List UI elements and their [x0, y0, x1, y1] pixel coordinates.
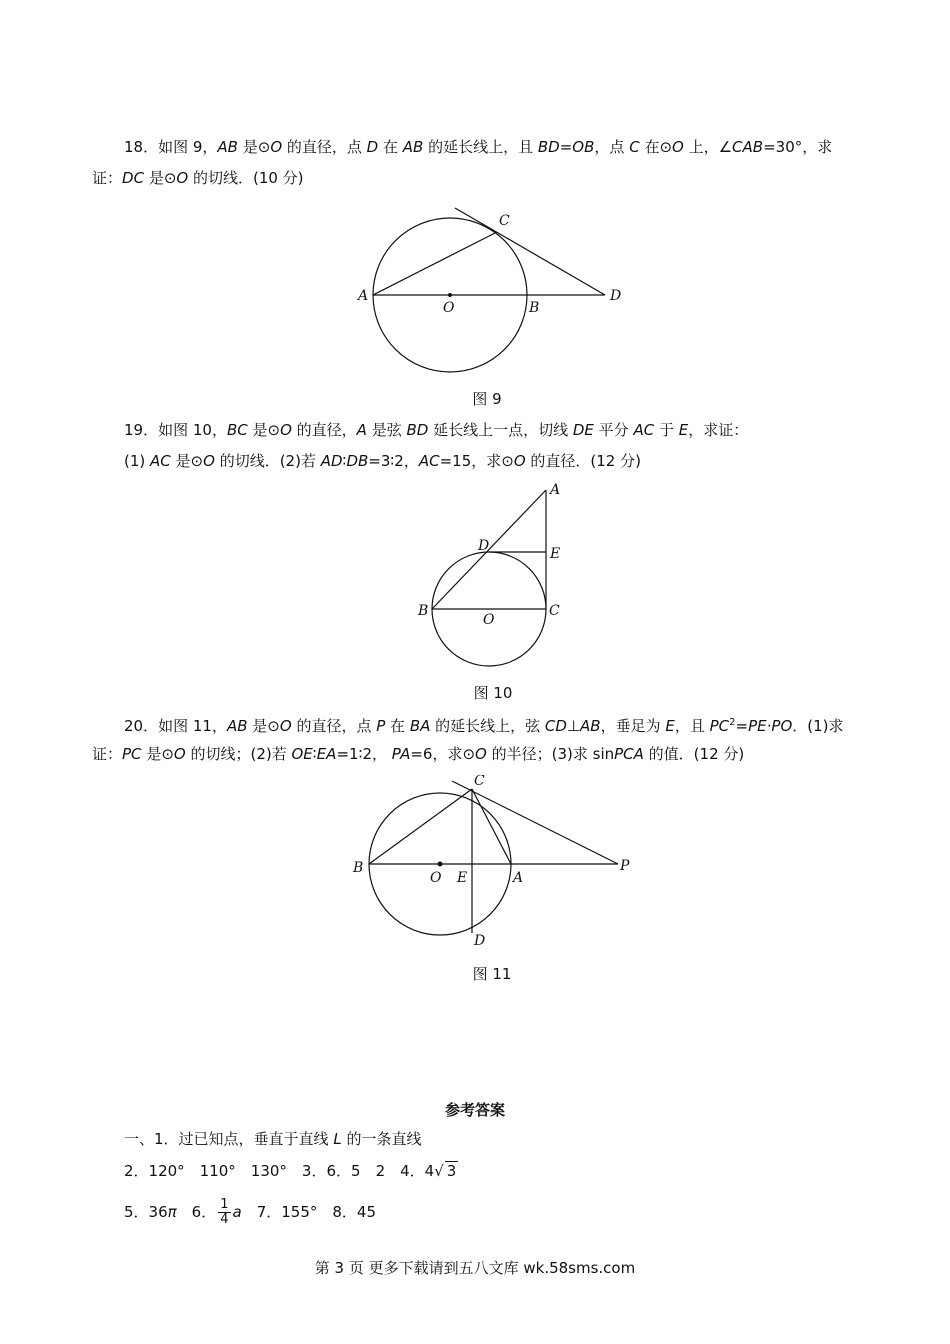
figure-10	[410, 478, 570, 673]
figure-9-caption: 图 9	[472, 390, 502, 408]
fig10-label-c: C	[549, 603, 560, 619]
q20-line1: 20．如图 11，AB 是⊙O 的直径，点 P 在 BA 的延长线上，弦 CD⊥AB，垂足为 E，且 $PC^2=PE\cdot PO$．(1)求	[124, 717, 844, 735]
fig10-label-a: A	[550, 482, 561, 498]
fig9-center-dot	[448, 293, 452, 297]
fig11-label-a: A	[513, 870, 524, 886]
q19-line2: (1) AC 是⊙O 的切线．(2)若 AD∶DB=3∶2，AC=15，求⊙O 的直径．(12 分)	[124, 452, 641, 470]
fig9-tangent-dc	[455, 208, 605, 295]
fig9-label-o: O	[443, 300, 455, 316]
answer-line-2: 2．120° 110° 130° 3．6．5 2 4．4√ 3	[124, 1162, 457, 1180]
fig9-label-a: A	[358, 288, 369, 304]
fig9-label-b: B	[529, 300, 540, 316]
sqrt-radicand: 3	[446, 1162, 457, 1180]
fig11-tangent-pc	[452, 781, 618, 864]
answer-line-3: 5．36π 6． $\frac{1}{4}$ a 7．155° 8．45	[124, 1197, 377, 1227]
fig9-label-c: C	[499, 213, 510, 229]
fig9-line-ac	[373, 232, 497, 295]
fig11-label-o: O	[430, 870, 442, 886]
fig11-label-b: B	[353, 860, 364, 876]
figure-11-caption: 图 11	[472, 965, 512, 983]
fig11-center-dot	[438, 862, 443, 867]
figure-11	[340, 775, 640, 950]
fig11-label-e: E	[457, 870, 468, 886]
fig11-label-p: P	[620, 858, 630, 874]
fig10-label-o: O	[483, 612, 495, 628]
answer-line-1: 一、1．过已知点，垂直于直线 L 的一条直线	[124, 1130, 422, 1148]
q20-line2: 证：PC 是⊙O 的切线；(2)若 OE∶EA=1∶2， PA=6，求⊙O 的半径；(3)求 sinPCA 的值．(12 分)	[92, 745, 745, 763]
sqrt-symbol: √	[434, 1162, 444, 1180]
fig11-line-bc	[369, 789, 472, 864]
fraction-one-quarter: $\frac{1}{4}$	[220, 1197, 229, 1227]
q18-line2: 证：DC 是⊙O 的切线．(10 分)	[92, 169, 304, 187]
fig9-label-d: D	[610, 288, 622, 304]
fig10-label-e: E	[550, 546, 561, 562]
figure-10-caption: 图 10	[473, 684, 513, 702]
fig11-label-c: C	[474, 775, 485, 789]
fig10-label-d: D	[478, 538, 490, 554]
page-footer: 第 3 页 更多下载请到五八文库 wk.58sms.com	[314, 1259, 636, 1277]
figure-9	[350, 200, 640, 400]
q19-line1: 19．如图 10，BC 是⊙O 的直径，A 是弦 BD 延长线上一点，切线 DE 平分 AC 于 E，求证：	[124, 421, 749, 439]
fig11-label-d: D	[474, 933, 486, 949]
answers-heading: 参考答案	[444, 1101, 505, 1119]
fig10-label-b: B	[418, 603, 429, 619]
q18-line1: 18．如图 9，AB 是⊙O 的直径，点 D 在 AB 的延长线上，且 BD=OB，点 C 在⊙O 上，∠CAB=30°，求	[124, 138, 833, 156]
